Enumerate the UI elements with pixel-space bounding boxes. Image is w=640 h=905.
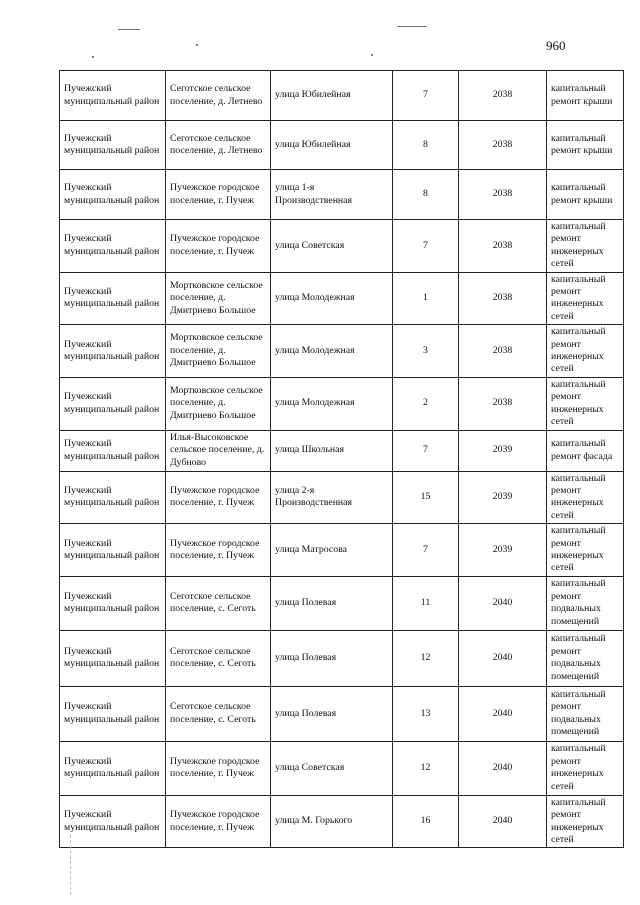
table-row [60,471,624,524]
district-cell: Пучежский муниципальный район [60,377,166,430]
settlement-cell: Пучежское городское поселение, г. Пучеж [166,524,271,577]
street-cell: улица М. Горького [271,795,393,848]
settlement-cell: Сеготское сельское поселение, с. Сеготь [166,576,271,630]
district-cell: Пучежский муниципальный район [60,170,166,220]
table-body [60,71,624,848]
table-row [60,741,624,795]
house-number-cell: 7 [393,71,459,121]
settlement-cell: Мортковское сельское поселение, д. Дмитриево Большое [166,377,271,430]
year-cell: 2040 [459,630,547,686]
street-cell: улица Юбилейная [271,121,393,170]
district-cell: Пучежский муниципальный район [60,71,166,121]
table-row [60,220,624,273]
district-cell: Пучежский муниципальный район [60,220,166,273]
table-row [60,71,624,121]
house-number-cell: 15 [393,471,459,524]
work-type-cell: капитальный ремонт инженерных сетей [547,377,624,430]
street-cell: улица Полевая [271,630,393,686]
street-cell: улица Юбилейная [271,71,393,121]
scan-mark [397,26,427,27]
house-number-cell: 12 [393,630,459,686]
table-row [60,576,624,630]
house-number-cell: 16 [393,795,459,848]
table-row [60,272,624,325]
street-cell: улица Молодежная [271,377,393,430]
work-type-cell: капитальный ремонт крыши [547,170,624,220]
work-type-cell: капитальный ремонт крыши [547,121,624,170]
year-cell: 2038 [459,325,547,378]
settlement-cell: Сеготское сельское поселение, д. Летнево [166,121,271,170]
street-cell: улица Полевая [271,686,393,741]
scan-dashed-line [70,835,71,895]
district-cell: Пучежский муниципальный район [60,471,166,524]
table-row [60,325,624,378]
table-row [60,377,624,430]
table-row [60,430,624,471]
settlement-cell: Пучежское городское поселение, г. Пучеж [166,170,271,220]
street-cell: улица 1-я Производственная [271,170,393,220]
settlement-cell: Сеготское сельское поселение, с. Сеготь [166,686,271,741]
table-row [60,686,624,741]
settlement-cell: Сеготское сельское поселение, д. Летнево [166,71,271,121]
work-type-cell: капитальный ремонт инженерных сетей [547,272,624,325]
year-cell: 2039 [459,471,547,524]
table-row [60,630,624,686]
work-type-cell: капитальный ремонт инженерных сетей [547,220,624,273]
table-row [60,121,624,170]
district-cell: Пучежский муниципальный район [60,795,166,848]
year-cell: 2039 [459,430,547,471]
work-type-cell: капитальный ремонт подвальных помещений [547,576,624,630]
house-number-cell: 13 [393,686,459,741]
settlement-cell: Сеготское сельское поселение, с. Сеготь [166,630,271,686]
street-cell: улица Школьная [271,430,393,471]
year-cell: 2038 [459,121,547,170]
scan-dot [196,44,198,46]
street-cell: улица Молодежная [271,325,393,378]
house-number-cell: 8 [393,121,459,170]
district-cell: Пучежский муниципальный район [60,630,166,686]
scan-mark [118,29,140,30]
house-number-cell: 8 [393,170,459,220]
house-number-cell: 12 [393,741,459,795]
table-row [60,524,624,577]
year-cell: 2038 [459,71,547,121]
house-number-cell: 11 [393,576,459,630]
table-row [60,795,624,848]
year-cell: 2039 [459,524,547,577]
street-cell: улица 2-я Производственная [271,471,393,524]
work-type-cell: капитальный ремонт подвальных помещений [547,630,624,686]
street-cell: улица Советская [271,220,393,273]
district-cell: Пучежский муниципальный район [60,576,166,630]
work-type-cell: капитальный ремонт крыши [547,71,624,121]
scan-dot [92,56,94,58]
year-cell: 2038 [459,170,547,220]
house-number-cell: 3 [393,325,459,378]
work-type-cell: капитальный ремонт инженерных сетей [547,524,624,577]
house-number-cell: 7 [393,220,459,273]
district-cell: Пучежский муниципальный район [60,430,166,471]
year-cell: 2040 [459,795,547,848]
settlement-cell: Пучежское городское поселение, г. Пучеж [166,471,271,524]
settlement-cell: Мортковское сельское поселение, д. Дмитриево Большое [166,325,271,378]
settlement-cell: Илья-Высоковское сельское поселение, д. Дубново [166,430,271,471]
work-type-cell: капитальный ремонт инженерных сетей [547,325,624,378]
housing-repair-table [59,70,624,848]
house-number-cell: 1 [393,272,459,325]
year-cell: 2038 [459,377,547,430]
work-type-cell: капитальный ремонт инженерных сетей [547,795,624,848]
page-number: 960 [546,38,566,53]
settlement-cell: Пучежское городское поселение, г. Пучеж [166,741,271,795]
work-type-cell: капитальный ремонт инженерных сетей [547,471,624,524]
district-cell: Пучежский муниципальный район [60,121,166,170]
year-cell: 2038 [459,220,547,273]
settlement-cell: Пучежское городское поселение, г. Пучеж [166,795,271,848]
street-cell: улица Полевая [271,576,393,630]
year-cell: 2040 [459,686,547,741]
work-type-cell: капитальный ремонт фасада [547,430,624,471]
settlement-cell: Пучежское городское поселение, г. Пучеж [166,220,271,273]
district-cell: Пучежский муниципальный район [60,686,166,741]
street-cell: улица Молодежная [271,272,393,325]
table-row [60,170,624,220]
work-type-cell: капитальный ремонт инженерных сетей [547,741,624,795]
street-cell: улица Матросова [271,524,393,577]
street-cell: улица Советская [271,741,393,795]
work-type-cell: капитальный ремонт подвальных помещений [547,686,624,741]
district-cell: Пучежский муниципальный район [60,524,166,577]
year-cell: 2040 [459,741,547,795]
house-number-cell: 7 [393,430,459,471]
year-cell: 2038 [459,272,547,325]
year-cell: 2040 [459,576,547,630]
district-cell: Пучежский муниципальный район [60,272,166,325]
settlement-cell: Мортковское сельское поселение, д. Дмитриево Большое [166,272,271,325]
district-cell: Пучежский муниципальный район [60,325,166,378]
house-number-cell: 7 [393,524,459,577]
scan-dot [371,54,373,56]
district-cell: Пучежский муниципальный район [60,741,166,795]
house-number-cell: 2 [393,377,459,430]
